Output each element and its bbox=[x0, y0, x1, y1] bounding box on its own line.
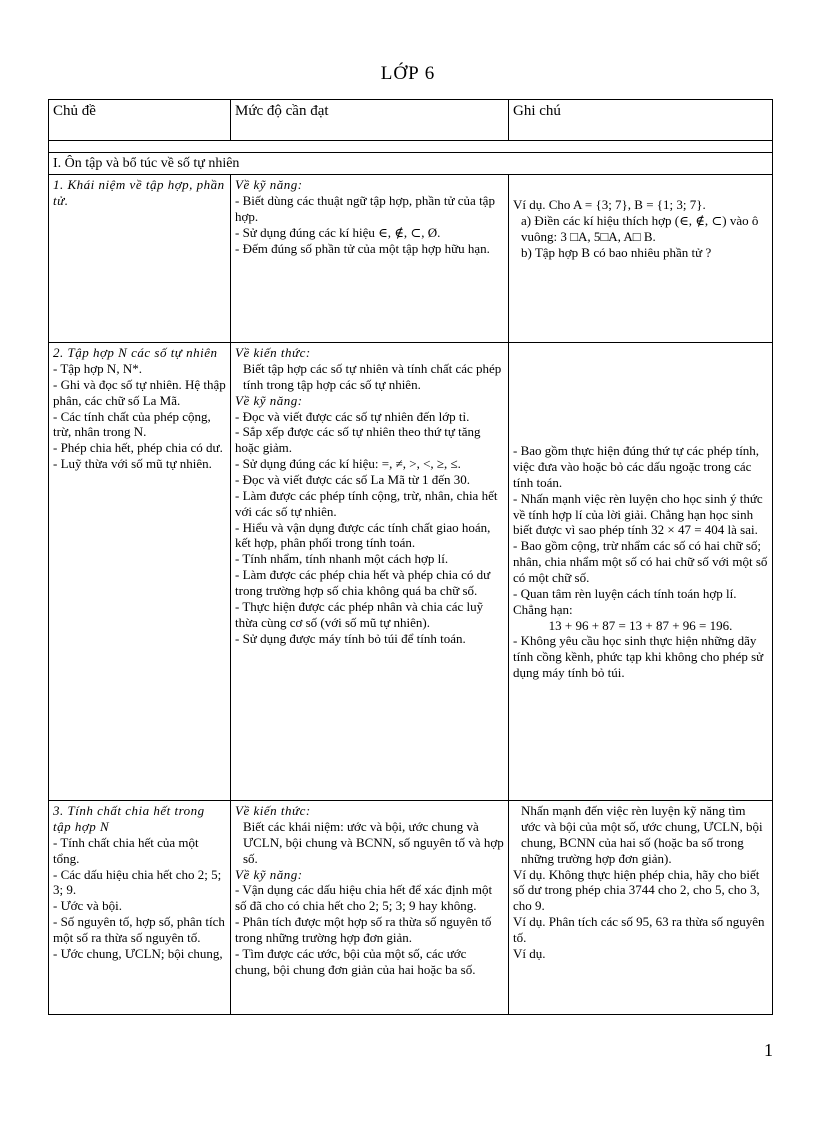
topic-line: - Số nguyên tố, hợp số, phân tích một số ra thừa số nguyên tố. bbox=[53, 914, 225, 945]
level-line: - Sử dụng được máy tính bỏ túi để tính toán. bbox=[235, 630, 466, 646]
level-subheading: Về kỹ năng: bbox=[235, 392, 303, 408]
note-cell bbox=[509, 801, 773, 1015]
level-cell bbox=[231, 343, 509, 801]
level-line: - Hiểu và vận dụng được các tính chất giao hoán, kết hợp, phân phối trong tính toán. bbox=[235, 519, 491, 551]
level-line: - Sử dụng đúng các kí hiệu ∈, ∉, ⊂, Ø. bbox=[235, 224, 441, 240]
level-line: - Tính nhẩm, tính nhanh một cách hợp lí. bbox=[235, 551, 449, 567]
note-line: - Nhấn mạnh việc rèn luyện cho học sinh ý thức về tính hợp lí của lời giải. Chẳng hạn học sinh biết được vì sao phép tính 32 × 47 = 404 là sai. bbox=[513, 490, 763, 538]
note-line: a) Điền các kí hiệu thích hợp (∈, ∉, ⊂) vào ô vuông: 3 □A, 5□A, A□ B. bbox=[521, 212, 759, 244]
page-title: LỚP 6 bbox=[380, 63, 436, 84]
topic-heading: 1. Khái niệm về tập hợp, phần tử. bbox=[53, 177, 225, 208]
note-line: - Bao gồm thực hiện đúng thứ tự các phép tính, việc đưa vào hoặc bỏ các dấu ngoặc trong các tính toán. bbox=[513, 443, 760, 490]
level-line: Biết tập hợp các số tự nhiên và tính chất các phép tính trong tập hợp các số tự nhiên. bbox=[243, 360, 502, 392]
topic-cell bbox=[49, 343, 231, 801]
level-cell bbox=[231, 175, 509, 343]
table-header-row bbox=[49, 100, 773, 141]
level-subheading: Về kiến thức: bbox=[235, 345, 311, 361]
level-line: - Làm được các phép tính cộng, trừ, nhân, chia hết với các số tự nhiên. bbox=[235, 487, 498, 519]
level-line: - Đọc và viết được các số La Mã từ 1 đến 30. bbox=[235, 471, 471, 487]
table-row bbox=[49, 801, 773, 1015]
topic-line: - Ghi và đọc số tự nhiên. Hệ thập phân, các chữ số La Mã. bbox=[53, 376, 226, 408]
level-line: - Tìm được các ước, bội của một số, các ước chung, bội chung đơn giản của hai hoặc ba số. bbox=[235, 945, 476, 977]
topic-line: - Ước chung, ƯCLN; bội chung, bbox=[53, 945, 223, 961]
topic-cell bbox=[49, 175, 231, 343]
topic-line: - Các tính chất của phép cộng, trừ, nhân trong N. bbox=[53, 408, 211, 440]
note-cell bbox=[509, 343, 773, 801]
topic-line: - Tính chất chia hết của một tổng. bbox=[53, 834, 199, 866]
note-line: - Quan tâm rèn luyện cách tính toán hợp lí. bbox=[513, 585, 737, 601]
note-line: - Bao gồm cộng, trừ nhẩm các số có hai chữ số; nhân, chia nhẩm một số có hai chữ số với một số có một chữ số. bbox=[513, 538, 768, 585]
note-line: Ví dụ. Cho A = {3; 7}, B = {1; 3; 7}. bbox=[513, 197, 706, 213]
level-line: - Phân tích được một hợp số ra thừa số nguyên tố trong những trường hợp đơn giản. bbox=[235, 914, 492, 945]
level-line: - Vận dụng các dấu hiệu chia hết để xác định một số đã cho có chia hết cho 2; 5; 3; 9 hay không. bbox=[235, 882, 493, 914]
header-level: Mức độ cần đạt bbox=[231, 100, 509, 141]
note-line: Nhấn mạnh đến việc rèn luyện kỹ năng tìm ước và bội của một số, ước chung, ƯCLN, bội chung, BCNN của hai số (hoặc ba số trong những trường hợp đơn giản). bbox=[521, 803, 763, 866]
spacer-row bbox=[49, 141, 773, 153]
topic-line: - Tập hợp N, N*. bbox=[53, 360, 142, 376]
level-line: - Thực hiện được các phép nhân và chia các luỹ thừa cùng cơ số (với số mũ tự nhiên). bbox=[235, 598, 484, 630]
level-cell bbox=[231, 801, 509, 1015]
note-line: Ví dụ. bbox=[513, 945, 546, 961]
note-cell bbox=[509, 175, 773, 343]
header-note: Ghi chú bbox=[509, 100, 773, 141]
table-row bbox=[49, 343, 773, 801]
level-line: - Đọc và viết được các số tự nhiên đến lớp tỉ. bbox=[235, 408, 470, 424]
topic-line: - Ước và bội. bbox=[53, 898, 122, 914]
level-line: - Làm được các phép chia hết và phép chia có dư trong trường hợp số chia không quá ba chữ số. bbox=[235, 567, 491, 598]
level-subheading: Về kiến thức: bbox=[235, 803, 311, 819]
note-line: b) Tập hợp B có bao nhiêu phần tử ? bbox=[521, 244, 712, 260]
topic-heading: 2. Tập hợp N các số tự nhiên bbox=[53, 345, 218, 361]
table-row bbox=[49, 175, 773, 343]
topic-line: - Phép chia hết, phép chia có dư. bbox=[53, 440, 223, 456]
level-line: - Sắp xếp được các số tự nhiên theo thứ tự tăng hoặc giảm. bbox=[235, 424, 481, 456]
topic-heading: 3. Tính chất chia hết trong tập hợp N bbox=[53, 803, 205, 834]
header-topic: Chủ đề bbox=[49, 100, 231, 141]
note-line: Ví dụ. Không thực hiện phép chia, hãy cho biết số dư trong phép chia 3744 cho 2, cho 5, cho 3, cho 9. bbox=[513, 866, 760, 914]
note-line: 13 + 96 + 87 = 13 + 87 + 96 = 196. bbox=[548, 617, 733, 633]
page-number: 1 bbox=[764, 1040, 773, 1060]
curriculum-table bbox=[48, 99, 773, 1015]
level-line: - Đếm đúng số phần tử của một tập hợp hữu hạn. bbox=[235, 240, 490, 256]
level-line: - Biết dùng các thuật ngữ tập hợp, phần tử của tập hợp. bbox=[235, 192, 495, 224]
topic-cell bbox=[49, 801, 231, 1015]
note-line: Chẳng hạn: bbox=[513, 601, 573, 617]
section-title: I. Ôn tập và bổ túc về số tự nhiên bbox=[49, 153, 773, 175]
topic-line: - Các dấu hiệu chia hết cho 2; 5; 3; 9. bbox=[53, 866, 222, 898]
note-line: - Không yêu cầu học sinh thực hiện những dãy tính cồng kềnh, phức tạp khi không cho phép sử dụng máy tính bỏ túi. bbox=[513, 633, 764, 681]
level-line: Biết các khái niệm: ước và bội, ước chung và ƯCLN, bội chung và BCNN, số nguyên tố và hợp số. bbox=[243, 818, 504, 866]
level-subheading: Về kỹ năng: bbox=[235, 177, 303, 193]
section-row bbox=[49, 153, 773, 175]
level-subheading: Về kỹ năng: bbox=[235, 866, 303, 882]
note-line: Ví dụ. Phân tích các số 95, 63 ra thừa số nguyên tố. bbox=[513, 914, 765, 945]
topic-line: - Luỹ thừa với số mũ tự nhiên. bbox=[53, 456, 212, 472]
level-line: - Sử dụng đúng các kí hiệu: =, ≠, >, <, ≥, ≤. bbox=[235, 456, 461, 472]
